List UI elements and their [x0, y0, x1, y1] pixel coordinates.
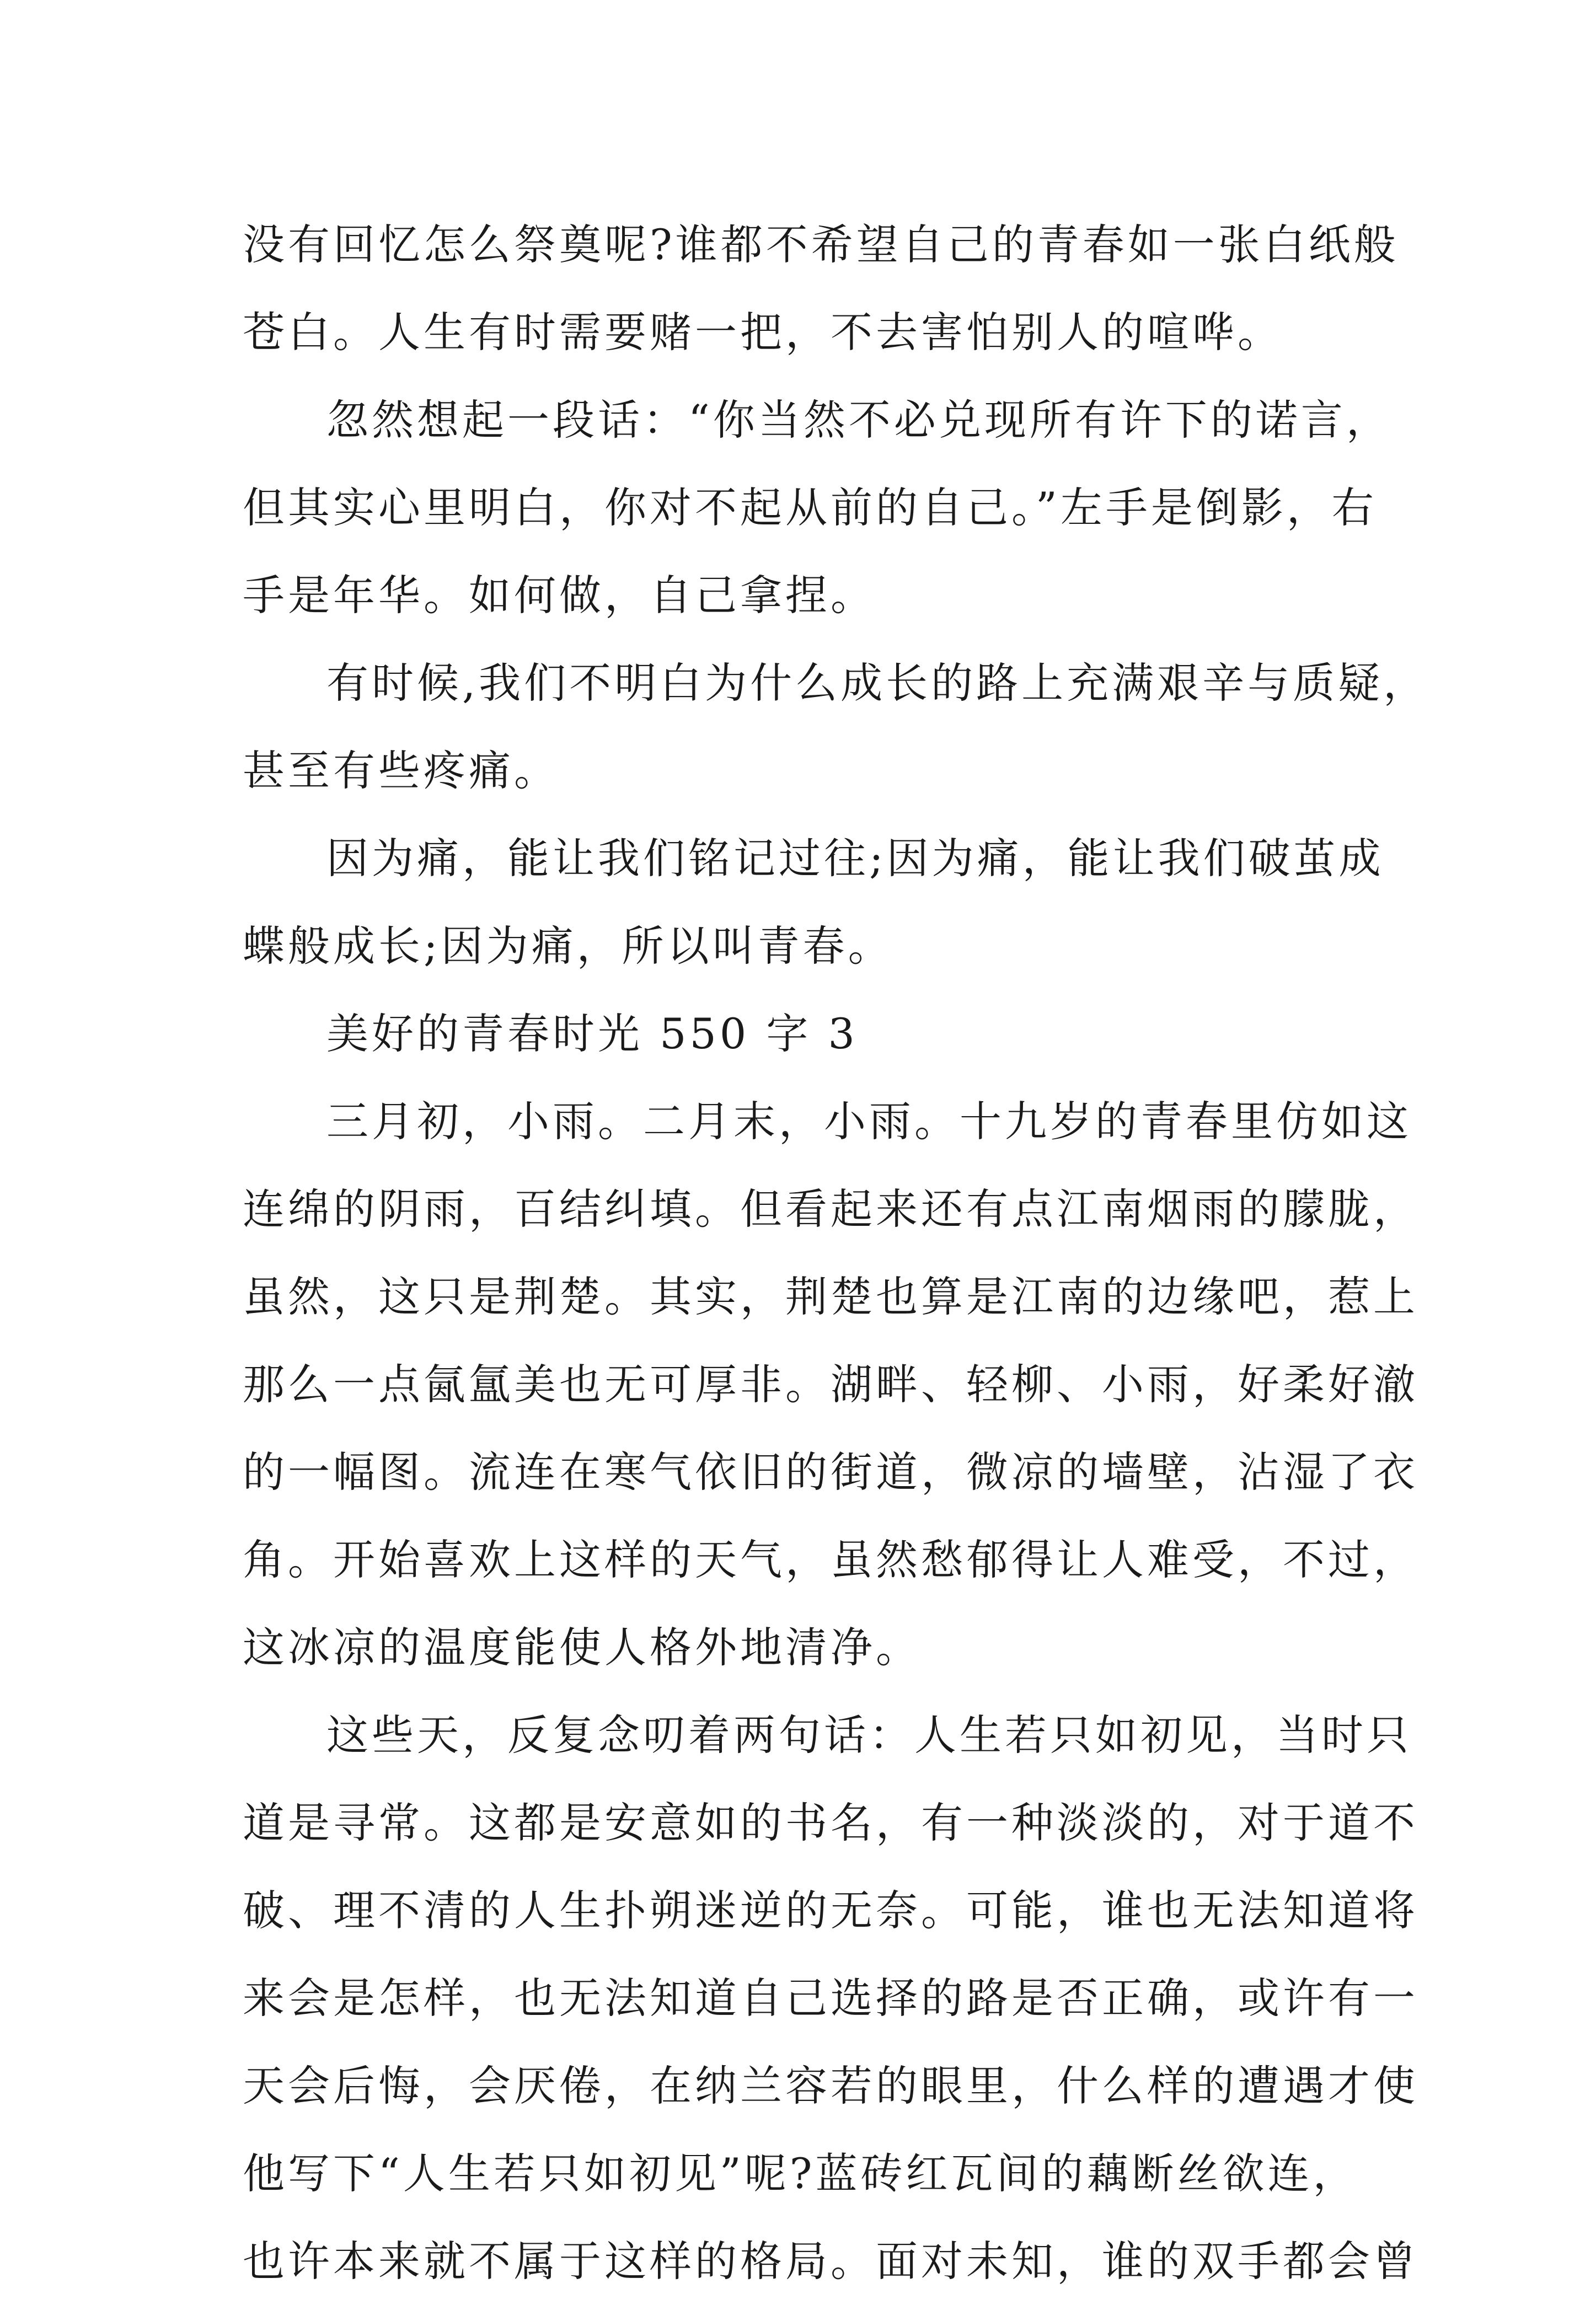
- text-line: 有时候,我们不明白为什么成长的路上充满艰辛与质疑，: [326, 658, 1429, 707]
- paragraph-3: [243, 639, 1429, 814]
- text-line: 连绵的阴雨，百结纠填。但看起来还有点江南烟雨的朦胧，: [243, 1184, 1418, 1234]
- text-line: 这冰凉的温度能使人格外地清净。: [243, 1623, 921, 1672]
- text-line: 因为痛，能让我们铭记过往;因为痛，能让我们破茧成: [326, 834, 1384, 883]
- text-line: 这些天，反复念叨着两句话：人生若只如初见，当时只: [326, 1711, 1412, 1760]
- text-line: 来会是怎样，也无法知道自己选择的路是否正确，或许有一: [243, 1974, 1418, 2023]
- text-line: 没有回忆怎么祭奠呢?谁都不希望自己的青春如一张白纸般: [243, 220, 1399, 269]
- text-line: 也许本来就不属于这样的格局。面对未知，谁的双手都会曾: [243, 2237, 1418, 2286]
- paragraph-2: [243, 376, 1391, 639]
- text-line: 甚至有些疼痛。: [243, 746, 559, 795]
- text-line: 他写下“人生若只如初见”呢?蓝砖红瓦间的藕断丝欲连，: [243, 2149, 1358, 2198]
- document-body: [243, 201, 1429, 2305]
- paragraph-4: [243, 814, 1384, 990]
- text-line: 但其实心里明白，你对不起从前的自己。”左手是倒影，右: [243, 483, 1377, 532]
- text-line: 苍白。人生有时需要赌一把，不去害怕别人的喧哗。: [243, 308, 1283, 357]
- text-line: 三月初，小雨。二月末，小雨。十九岁的青春里仿如这: [326, 1097, 1412, 1146]
- text-line: 破、理不清的人生扑朔迷逆的无奈。可能，谁也无法知道将: [243, 1886, 1418, 1935]
- text-line: 天会后悔，会厌倦，在纳兰容若的眼里，什么样的遭遇才使: [243, 2061, 1418, 2110]
- paragraph-7: [243, 1691, 1418, 2305]
- section-heading: [243, 990, 1362, 1078]
- text-line: 蝶般成长;因为痛，所以叫青春。: [243, 921, 893, 971]
- text-line: 的一幅图。流连在寒气依旧的街道，微凉的墙壁，沾湿了衣: [243, 1448, 1418, 1497]
- text-line: 道是寻常。这都是安意如的书名，有一种淡淡的，对于道不: [243, 1798, 1418, 1847]
- text-line: 虽然，这只是荆楚。其实，荆楚也算是江南的边缘吧，惹上: [243, 1272, 1418, 1321]
- paragraph-6: [243, 1078, 1418, 1691]
- text-line: 手是年华。如何做，自己拿捏。: [243, 571, 876, 620]
- text-line: 角。开始喜欢上这样的天气，虽然愁郁得让人难受，不过，: [243, 1535, 1418, 1584]
- paragraph-1: [243, 201, 1399, 376]
- text-line: 忽然想起一段话：“你当然不必兑现所有许下的诺言，: [326, 395, 1391, 444]
- text-line: 那么一点氤氲美也无可厚非。湖畔、轻柳、小雨，好柔好澈: [243, 1360, 1418, 1409]
- section-title: 美好的青春时光 550 字 3: [326, 1009, 858, 1058]
